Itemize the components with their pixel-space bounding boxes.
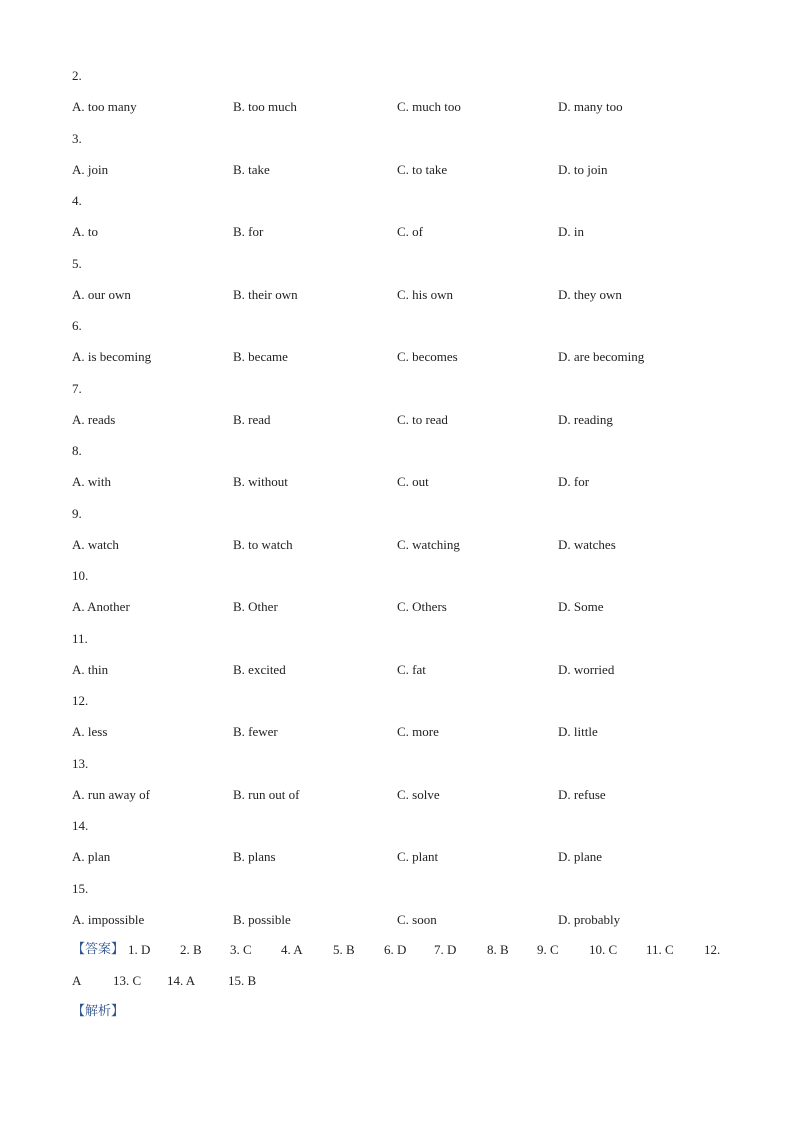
question-number: 2. [72,68,82,83]
option-c: C. fat [397,661,426,677]
option-b: B. to watch [233,536,293,552]
option-b: B. Other [233,599,278,614]
question-number: 10. [72,568,89,583]
option-c: C. his own [397,286,453,302]
answer-item: 14. A [167,973,196,988]
question-number: 14. [72,818,89,833]
option-d: D. probably [558,911,621,927]
answer-item: 8. B [487,942,509,957]
option-b: B. take [233,161,270,177]
option-b: B. became [233,349,288,364]
question-number: 11. [72,630,88,646]
option-d: D. plane [558,849,603,864]
option-d: D. are becoming [558,349,645,364]
answer-item: 5. B [333,942,355,957]
option-c: C. becomes [397,349,458,364]
question-number: 7. [72,380,82,396]
question-number: 4. [72,193,82,208]
option-c: C. out [397,474,429,489]
option-d: D. refuse [558,786,606,802]
option-c: C. more [397,724,439,739]
option-a: A. impossible [72,911,145,927]
option-d: D. they own [558,286,622,302]
option-a: A. too many [72,99,137,114]
option-a: A. our own [72,286,131,302]
option-c: C. much too [397,99,461,114]
question-number: 13. [72,755,89,771]
option-a: A. watch [72,536,119,552]
answer-item: 7. D [434,942,457,957]
option-b: B. possible [233,911,291,927]
option-a: A. is becoming [72,349,152,364]
answer-item: 12. [704,942,721,957]
option-c: C. soon [397,911,437,927]
question-number: 15. [72,880,89,896]
option-a: A. plan [72,849,111,864]
option-d: D. in [558,224,584,239]
option-c: C. plant [397,849,439,864]
option-d: D. Some [558,599,604,614]
option-d: D. little [558,724,598,739]
option-a: A. Another [72,599,130,614]
option-d: D. watches [558,536,616,552]
option-c: C. watching [397,536,460,552]
answer-item: 11. C [646,942,674,957]
answer-item: 1. D [128,942,151,957]
option-b: B. too much [233,99,297,114]
option-a: A. thin [72,661,109,677]
option-b: B. read [233,411,271,427]
question-number: 3. [72,130,82,146]
answer-item: 15. B [228,973,257,988]
option-b: B. fewer [233,724,278,739]
question-number: 8. [72,443,82,458]
answer-item: A [72,973,82,988]
answer-item: 2. B [180,942,202,957]
answer-item: 10. C [589,942,618,957]
option-d: D. for [558,474,590,489]
option-d: D. to join [558,161,608,177]
question-number: 5. [72,255,82,271]
answer-item: 13. C [113,973,142,988]
option-c: C. solve [397,786,440,802]
option-d: D. worried [558,661,615,677]
answer-item: 3. C [230,942,252,957]
option-b: B. for [233,224,264,239]
option-b: B. excited [233,661,286,677]
analysis-label: 【解析】 [72,1004,125,1019]
option-b: B. run out of [233,786,300,802]
option-a: A. run away of [72,786,150,802]
answer-item: 6. D [384,942,407,957]
option-b: B. their own [233,286,298,302]
answer-item: 4. A [281,942,303,957]
option-c: C. to read [397,411,448,427]
option-a: A. less [72,724,108,739]
question-number: 12. [72,693,89,708]
option-d: D. many too [558,99,623,114]
option-a: A. to [72,224,98,239]
option-b: B. plans [233,849,276,864]
answer-label: 【答案】 [72,942,125,957]
option-d: D. reading [558,411,613,427]
question-number: 6. [72,318,82,333]
option-b: B. without [233,474,288,489]
option-a: A. join [72,161,109,177]
option-c: C. of [397,224,423,239]
question-number: 9. [72,505,82,521]
option-c: C. to take [397,161,448,177]
option-a: A. with [72,474,111,489]
option-c: C. Others [397,599,447,614]
option-a: A. reads [72,411,116,427]
answer-item: 9. C [537,942,559,957]
